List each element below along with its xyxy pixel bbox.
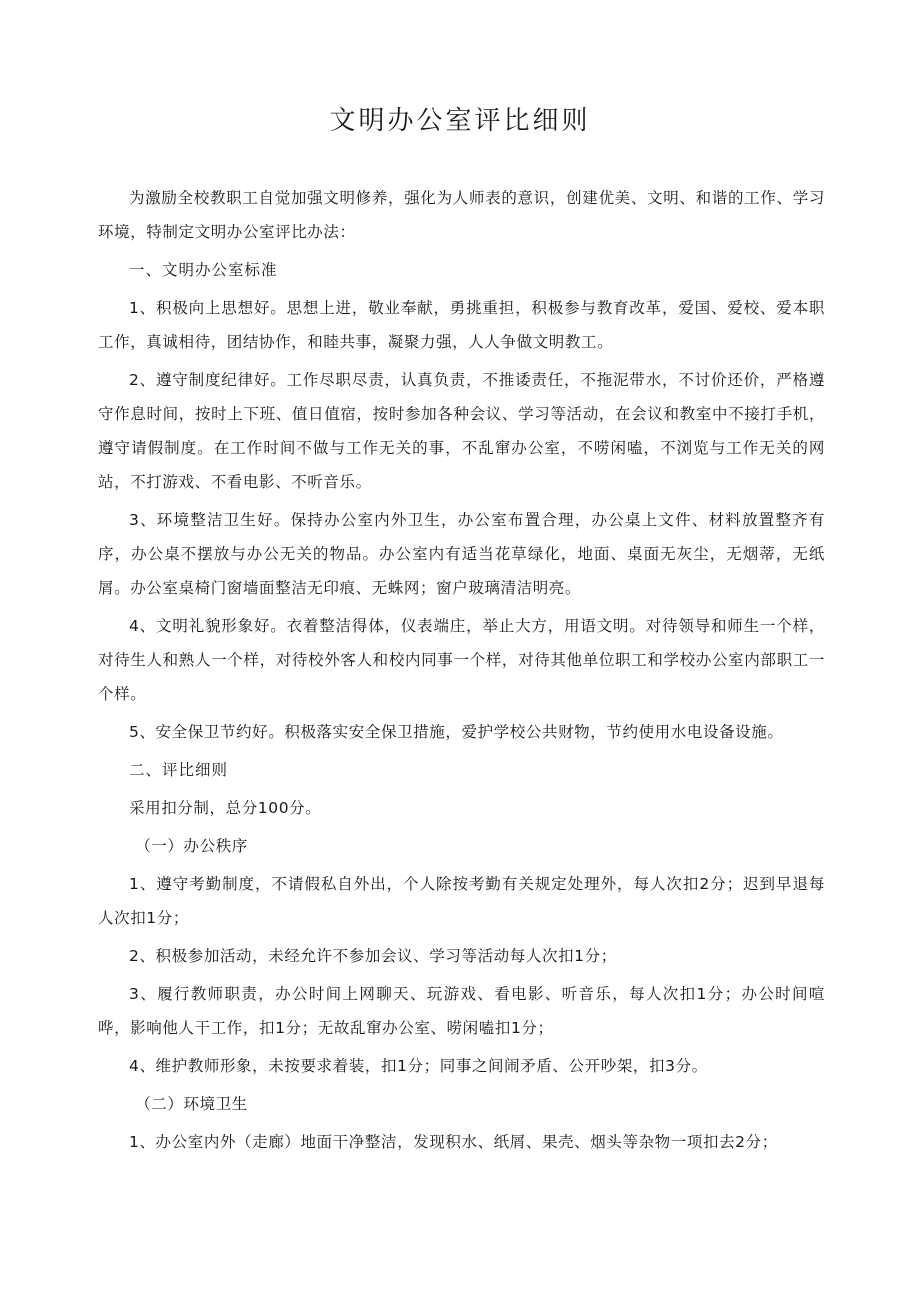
subsection-heading-office-order: （一）办公秩序 (135, 837, 248, 855)
scoring-note: 采用扣分制，总分100分。 (129, 799, 322, 817)
environment-item-1: 1、办公室内外（走廊）地面干净整洁，发现积水、纸屑、果壳、烟头等杂物一项扣去2分； (129, 1133, 778, 1151)
office-order-item-3: 3、履行教师职责，办公时间上网聊天、玩游戏、看电影、听音乐，每人次扣1分；办公时间喧哗，影响他人干工作，扣1分；无故乱窜办公室、唠闲嗑扣1分； (98, 985, 825, 1037)
subsection-heading-environment: （二）环境卫生 (135, 1095, 248, 1113)
standard-item-1: 1、积极向上思想好。思想上进，敬业奉献，勇挑重担，积极参与教育改革，爱国、爱校、爱本职工作，真诚相待，团结协作，和睦共事，凝聚力强，人人争做文明教工。 (98, 299, 825, 351)
office-order-item-4: 4、维护教师形象，未按要求着装，扣1分；同事之间闹矛盾、公开吵架，扣3分。 (129, 1057, 708, 1075)
office-order-item-2: 2、积极参加活动，未经允许不参加会议、学习等活动每人次扣1分； (129, 947, 617, 965)
section-heading-standards: 一、文明办公室标准 (129, 261, 278, 279)
standard-item-5: 5、安全保卫节约好。积极落实安全保卫措施，爱护学校公共财物，节约使用水电设备设施。 (129, 723, 784, 741)
section-heading-rules: 二、评比细则 (129, 761, 229, 779)
standard-item-2: 2、遵守制度纪律好。工作尽职尽责，认真负责，不推诿责任，不拖泥带水，不讨价还价，严格遵守作息时间，按时上下班、值日值宿，按时参加各种会议、学习等活动，在会议和教室中不接打手机，遵守请假制度。在工作时间不做与工作无关的事，不乱窜办公室，不唠闲嗑，不浏览与工作无关的网站，不打游戏、不看电影、不听音乐。 (98, 371, 825, 491)
document-body (98, 181, 825, 1159)
standard-item-3: 3、环境整洁卫生好。保持办公室内外卫生，办公室布置合理，办公桌上文件、材料放置整齐有序，办公桌不摆放与办公无关的物品。办公室内有适当花草绿化，地面、桌面无灰尘，无烟蒂，无纸屑。办公室桌椅门窗墙面整洁无印痕、无蛛网；窗户玻璃清洁明亮。 (98, 511, 825, 597)
standard-item-4: 4、文明礼貌形象好。衣着整洁得体，仪表端庄，举止大方，用语文明。对待领导和师生一个样，对待生人和熟人一个样，对待校外客人和校内同事一个样，对待其他单位职工和学校办公室内部职工一个样。 (98, 617, 825, 703)
document-title: 文明办公室评比细则 (329, 106, 591, 136)
intro-paragraph: 为激励全校教职工自觉加强文明修养，强化为人师表的意识，创建优美、文明、和谐的工作、学习环境，特制定文明办公室评比办法： (98, 189, 825, 241)
office-order-item-1: 1、遵守考勤制度，不请假私自外出，个人除按考勤有关规定处理外，每人次扣2分；迟到早退每人次扣1分； (98, 875, 825, 927)
